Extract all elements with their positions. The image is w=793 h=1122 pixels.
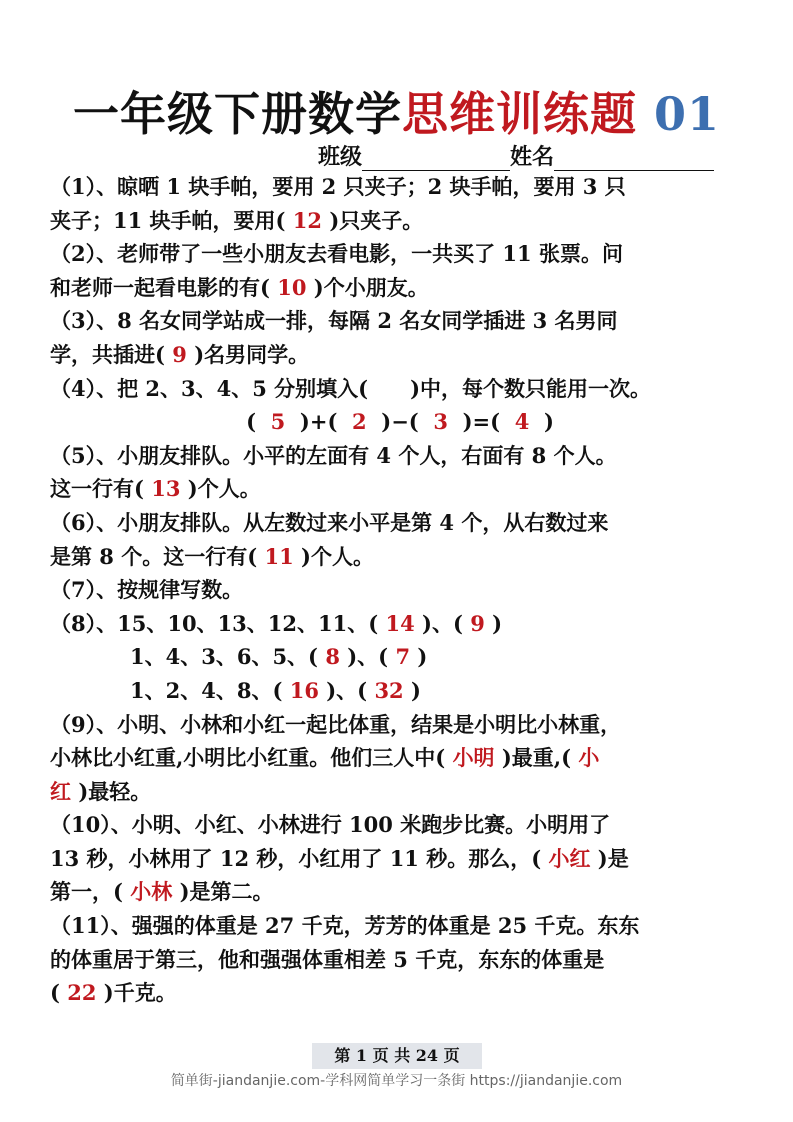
text-part: 夹子；11 块手帕，要用( — [50, 207, 286, 233]
text-part: 第一，( — [50, 879, 123, 905]
question-text — [50, 741, 750, 775]
question-2 — [50, 237, 750, 304]
question-text — [50, 271, 750, 305]
answer: 10 — [277, 274, 307, 300]
text-part: )千克。 — [103, 980, 177, 1006]
question-5 — [50, 439, 750, 506]
question-text — [50, 540, 750, 574]
question-text — [50, 775, 750, 809]
answer: 32 — [374, 677, 404, 703]
question-3 — [50, 304, 750, 371]
class-label: 班级 — [318, 144, 363, 170]
text-part: 这一行有( — [50, 476, 144, 502]
text-part: ( — [50, 980, 60, 1006]
question-11 — [50, 909, 750, 1010]
text-part: ) — [417, 644, 428, 670]
question-text: （11）、强强的体重是 27 千克，芳芳的体重是 25 千克。东东 — [50, 913, 640, 939]
text-part: )只夹子。 — [329, 207, 424, 233]
title-subject: 思维训练题 — [401, 87, 637, 141]
text-part: )、( — [347, 644, 389, 670]
text-part: )=( — [462, 409, 501, 435]
question-text: （4）、把 2、3、4、5 分别填入( )中，每个数只能用一次。 — [50, 375, 652, 401]
text-part: )−( — [381, 409, 419, 435]
text-part: )是 — [597, 845, 629, 871]
answer: 2 — [352, 409, 367, 435]
answer: 7 — [395, 644, 411, 670]
name-label: 姓名 — [510, 144, 555, 170]
question-10 — [50, 808, 750, 909]
question-text — [50, 976, 750, 1010]
answer: 9 — [172, 341, 187, 367]
question-text: （5）、小朋友排队。小平的左面有 4 个人，右面有 8 个人。 — [50, 442, 617, 468]
answer: 12 — [292, 207, 323, 233]
question-8 — [50, 607, 750, 708]
question-text: （10）、小明、小红、小林进行 100 米跑步比赛。小明用了 — [50, 812, 611, 838]
question-text — [50, 338, 750, 372]
text-part: ) — [543, 409, 554, 435]
question-list — [50, 170, 750, 1010]
answer: 5 — [270, 409, 286, 435]
question-6 — [50, 506, 750, 573]
answer: 9 — [470, 610, 485, 636]
title-grade: 一年级下册数学 — [72, 87, 402, 141]
answer: 红 — [50, 778, 71, 804]
question-7 — [50, 573, 750, 607]
question-text: 的体重居于第三，他和强强体重相差 5 千克，东东的体重是 — [50, 946, 605, 972]
text-part: ) — [492, 610, 503, 636]
sequence-row — [50, 674, 750, 708]
class-blank[interactable] — [362, 148, 510, 171]
answer: 4 — [514, 409, 530, 435]
page-number-badge: 第 1 页 共 24 页 — [312, 1043, 482, 1069]
text-part: 1、2、4、8、( — [130, 677, 283, 703]
sequence-row — [50, 607, 750, 641]
answer: 小红 — [548, 845, 591, 871]
text-part: 1、4、3、6、5、( — [130, 644, 318, 670]
question-text — [50, 204, 750, 238]
question-text — [50, 472, 750, 506]
text-part: )+( — [299, 409, 338, 435]
text-part: )个人。 — [301, 543, 374, 569]
text-part: )、( — [422, 610, 463, 636]
text-part: ( — [246, 409, 257, 435]
name-blank[interactable] — [554, 148, 714, 171]
text-part: )个人。 — [187, 476, 261, 502]
student-info-line — [318, 140, 714, 171]
text-part: )、( — [326, 677, 368, 703]
text-part: )名男同学。 — [194, 341, 310, 367]
question-9 — [50, 708, 750, 809]
answer: 小林 — [130, 879, 173, 905]
text-part: )最轻。 — [78, 778, 152, 804]
answer: 小 — [578, 745, 600, 771]
text-part: )个小朋友。 — [313, 274, 429, 300]
question-text — [50, 842, 750, 876]
question-4 — [50, 372, 750, 439]
answer: 16 — [289, 677, 319, 703]
text-part: )是第二。 — [179, 879, 274, 905]
title-number: 01 — [654, 87, 721, 141]
text-part: 和老师一起看电影的有( — [50, 274, 270, 300]
question-text — [50, 875, 750, 909]
sequence-row — [50, 640, 750, 674]
text-part: （8）、15、10、13、12、11、( — [50, 610, 379, 636]
question-text: （6）、小朋友排队。从左数过来小平是第 4 个，从右数过来 — [50, 509, 609, 535]
answer: 13 — [151, 476, 181, 502]
question-1 — [50, 170, 750, 237]
equation — [50, 405, 750, 439]
answer: 11 — [264, 543, 294, 569]
question-text: （1）、晾晒 1 块手帕，要用 2 只夹子；2 块手帕，要用 3 只 — [50, 174, 626, 199]
text-part: 13 秒，小林用了 12 秒，小红用了 11 秒。那么，( — [50, 845, 542, 871]
answer: 14 — [385, 610, 415, 636]
answer: 3 — [433, 409, 448, 435]
worksheet-title — [0, 78, 793, 144]
answer: 22 — [67, 980, 97, 1006]
text-part: 学，共插进( — [50, 341, 165, 367]
text-part: 小林比小红重,小明比小红重。他们三人中( — [50, 745, 446, 771]
text-part: 是第 8 个。这一行有( — [50, 543, 258, 569]
question-text: （9）、小明、小林和小红一起比体重，结果是小明比小林重， — [50, 711, 622, 737]
text-part: ) — [410, 677, 421, 703]
question-text: （7）、按规律写数。 — [50, 577, 244, 603]
question-text: （3）、8 名女同学站成一排，每隔 2 名女同学插进 3 名男同 — [50, 308, 618, 334]
text-part: )最重,( — [501, 745, 572, 771]
footer-watermark: 简单街-jiandanjie.com-学科网简单学习一条街 https://jiandanjie.com — [170, 1073, 623, 1089]
question-text: （2）、老师带了一些小朋友去看电影，一共买了 11 张票。问 — [50, 241, 623, 267]
answer: 8 — [325, 644, 340, 670]
answer: 小明 — [452, 745, 495, 771]
